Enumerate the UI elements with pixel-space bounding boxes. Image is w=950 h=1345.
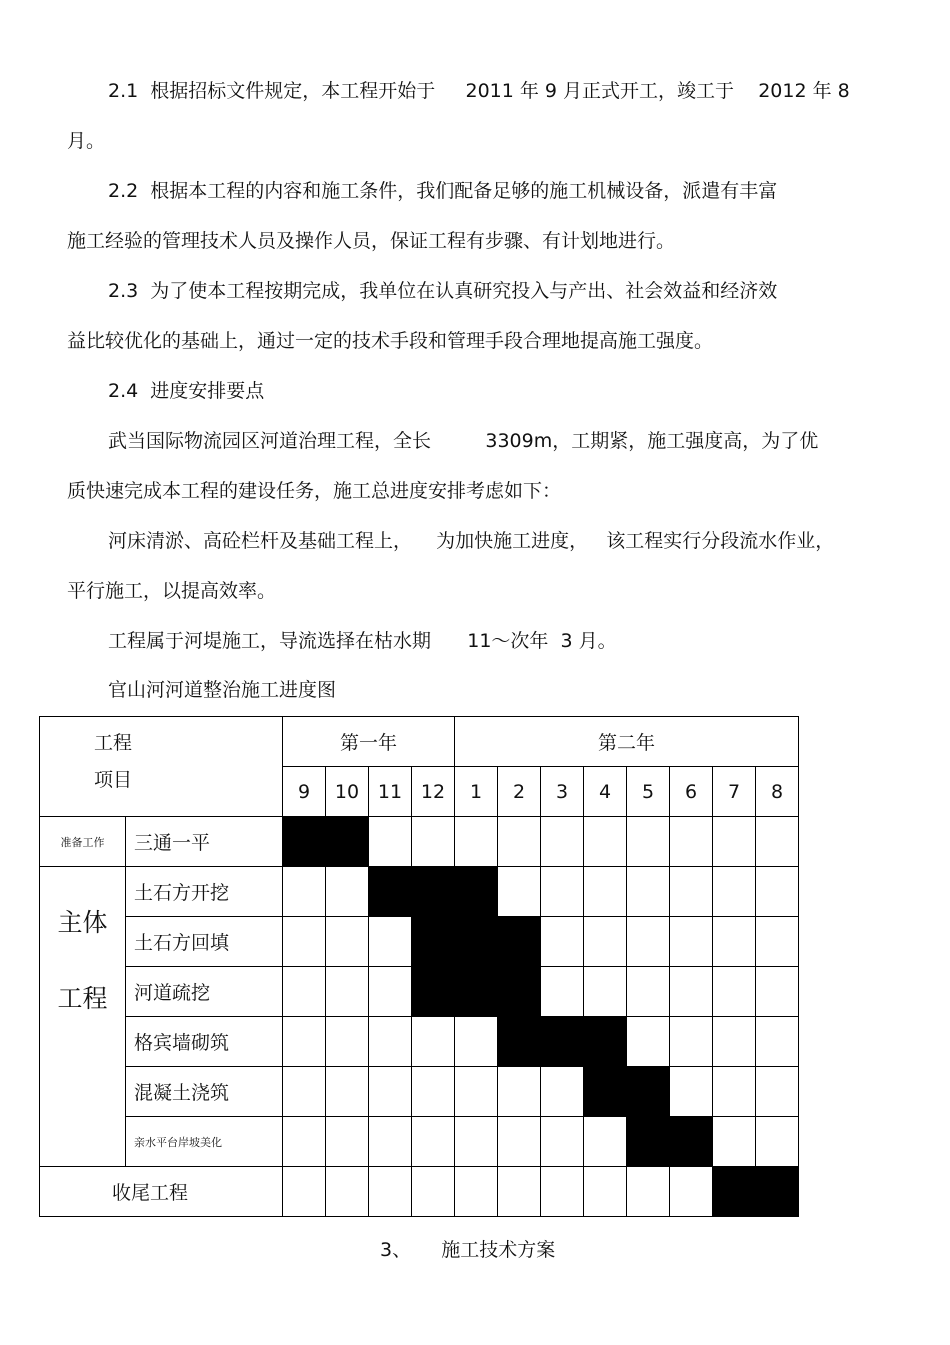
- header-project-label: 工程: [93, 732, 132, 755]
- schedule-cell: [584, 817, 627, 867]
- schedule-caption: 官山河河道整治施工进度图: [108, 679, 337, 701]
- schedule-cell: [584, 1117, 627, 1167]
- schedule-cell: [498, 1067, 541, 1117]
- paragraph-riverbed-line-2: 平行施工，以提高效率。: [67, 580, 277, 602]
- schedule-cell: [369, 867, 412, 917]
- schedule-cell: [713, 1167, 756, 1217]
- schedule-cell: [455, 1117, 498, 1167]
- task-label: 河道疏挖: [126, 967, 283, 1017]
- paragraph-2-3-line-1: 2.3 为了使本工程按期完成，我单位在认真研究投入与产出、社会效益和经济效: [108, 280, 778, 302]
- schedule-cell: [498, 917, 541, 967]
- task-label: 土石方开挖: [126, 867, 283, 917]
- schedule-cell: [498, 1117, 541, 1167]
- schedule-cell: [756, 1017, 799, 1067]
- schedule-cell: [756, 1067, 799, 1117]
- schedule-cell: [412, 967, 455, 1017]
- schedule-cell: [756, 1117, 799, 1167]
- schedule-cell: [369, 967, 412, 1017]
- schedule-cell: [713, 817, 756, 867]
- schedule-cell: [369, 917, 412, 967]
- schedule-cell: [369, 1117, 412, 1167]
- schedule-cell: [541, 867, 584, 917]
- schedule-cell: [670, 1067, 713, 1117]
- schedule-cell: [455, 917, 498, 967]
- schedule-cell: [369, 1167, 412, 1217]
- schedule-cell: [713, 1067, 756, 1117]
- table-row: [40, 1167, 799, 1217]
- header-year-two: 第二年: [455, 717, 799, 767]
- schedule-cell: [412, 1117, 455, 1167]
- task-label: 土石方回填: [126, 917, 283, 967]
- schedule-cell: [670, 967, 713, 1017]
- month-header: 5: [627, 767, 670, 817]
- schedule-cell: [326, 1117, 369, 1167]
- paragraph-2-2-line-1: 2.2 根据本工程的内容和施工条件，我们配备足够的施工机械设备，派遣有丰富: [108, 180, 778, 202]
- header-item-cell: [40, 767, 283, 817]
- paragraph-riverbed-line-1: 河床清淤、高砼栏杆及基础工程上， 为加快施工进度， 该工程实行分段流水作业，: [108, 530, 835, 552]
- schedule-cell: [627, 1067, 670, 1117]
- schedule-cell: [412, 1167, 455, 1217]
- schedule-cell: [541, 1067, 584, 1117]
- table-row: [40, 1017, 799, 1067]
- group-prep-label: 准备工作: [40, 817, 126, 867]
- group-main-line-1: 主体: [57, 908, 108, 937]
- schedule-cell: [541, 917, 584, 967]
- schedule-cell: [756, 1167, 799, 1217]
- schedule-cell: [498, 867, 541, 917]
- schedule-cell: [713, 867, 756, 917]
- schedule-cell: [713, 967, 756, 1017]
- schedule-cell: [541, 817, 584, 867]
- schedule-cell: [369, 1017, 412, 1067]
- task-label: 混凝土浇筑: [126, 1067, 283, 1117]
- schedule-cell: [326, 1167, 369, 1217]
- schedule-cell: [627, 967, 670, 1017]
- schedule-cell: [584, 867, 627, 917]
- schedule-cell: [670, 917, 713, 967]
- schedule-cell: [498, 1017, 541, 1067]
- schedule-cell: [584, 1067, 627, 1117]
- schedule-cell: [283, 1017, 326, 1067]
- month-header: 2: [498, 767, 541, 817]
- schedule-cell: [756, 917, 799, 967]
- schedule-cell: [283, 967, 326, 1017]
- paragraph-2-1-line-2: 月。: [67, 130, 106, 152]
- schedule-cell: [412, 1017, 455, 1067]
- schedule-cell: [584, 1167, 627, 1217]
- paragraph-project-line-1: 武当国际物流园区河道治理工程，全长 3309m，工期紧，施工强度高，为了优: [108, 430, 819, 452]
- month-header: 10: [326, 767, 369, 817]
- month-header: 8: [756, 767, 799, 817]
- schedule-cell: [412, 817, 455, 867]
- schedule-cell: [283, 1067, 326, 1117]
- schedule-cell: [756, 817, 799, 867]
- schedule-cell: [541, 967, 584, 1017]
- paragraph-2-1-line-1: 2.1 根据招标文件规定，本工程开始于 2011 年 9 月正式开工，竣工于 2012 年 8: [108, 80, 850, 102]
- schedule-cell: [326, 1067, 369, 1117]
- paragraph-2-4-heading: 2.4 进度安排要点: [108, 380, 265, 402]
- header-item-label: 项目: [93, 768, 132, 791]
- schedule-cell: [584, 1017, 627, 1067]
- month-header: 4: [584, 767, 627, 817]
- schedule-cell: [541, 1117, 584, 1167]
- schedule-cell: [670, 817, 713, 867]
- schedule-cell: [713, 1017, 756, 1067]
- schedule-cell: [498, 817, 541, 867]
- task-label: 三通一平: [126, 817, 283, 867]
- schedule-cell: [283, 817, 326, 867]
- month-header: 12: [412, 767, 455, 817]
- group-main-label: [40, 867, 126, 1167]
- schedule-cell: [455, 1067, 498, 1117]
- paragraph-diversion: 工程属于河堤施工，导流选择在枯水期 11～次年 3 月。: [108, 630, 617, 652]
- schedule-cell: [326, 917, 369, 967]
- paragraph-2-2-line-2: 施工经验的管理技术人员及操作人员，保证工程有步骤、有计划地进行。: [67, 230, 676, 252]
- month-header: 3: [541, 767, 584, 817]
- schedule-cell: [541, 1167, 584, 1217]
- paragraph-2-3-line-2: 益比较优化的基础上，通过一定的技术手段和管理手段合理地提高施工强度。: [67, 330, 714, 352]
- schedule-cell: [498, 967, 541, 1017]
- schedule-cell: [584, 967, 627, 1017]
- month-header: 6: [670, 767, 713, 817]
- schedule-cell: [670, 867, 713, 917]
- schedule-cell: [584, 917, 627, 967]
- paragraph-project-line-2: 质快速完成本工程的建设任务，施工总进度安排考虑如下：: [67, 480, 562, 502]
- schedule-cell: [627, 1017, 670, 1067]
- schedule-cell: [627, 867, 670, 917]
- task-label: 亲水平台岸坡美化: [126, 1117, 283, 1167]
- schedule-cell: [670, 1117, 713, 1167]
- schedule-cell: [627, 1167, 670, 1217]
- month-header: 9: [283, 767, 326, 817]
- month-header: 7: [713, 767, 756, 817]
- schedule-cell: [326, 967, 369, 1017]
- schedule-cell: [713, 1117, 756, 1167]
- schedule-cell: [756, 967, 799, 1017]
- schedule-cell: [283, 1117, 326, 1167]
- table-row: [40, 867, 799, 917]
- schedule-cell: [627, 817, 670, 867]
- schedule-cell: [326, 1017, 369, 1067]
- schedule-cell: [713, 917, 756, 967]
- schedule-cell: [541, 1017, 584, 1067]
- section-3-title: 3、 施工技术方案: [380, 1239, 556, 1261]
- schedule-cell: [283, 1167, 326, 1217]
- table-row: [40, 817, 799, 867]
- schedule-cell: [326, 867, 369, 917]
- schedule-cell: [627, 917, 670, 967]
- schedule-cell: [627, 1117, 670, 1167]
- schedule-cell: [455, 1167, 498, 1217]
- schedule-cell: [498, 1167, 541, 1217]
- schedule-cell: [326, 817, 369, 867]
- schedule-cell: [283, 917, 326, 967]
- schedule-cell: [455, 967, 498, 1017]
- table-row: [40, 967, 799, 1017]
- schedule-cell: [670, 1017, 713, 1067]
- schedule-cell: [369, 1067, 412, 1117]
- task-label-wrapup: 收尾工程: [40, 1167, 283, 1217]
- month-header: 1: [455, 767, 498, 817]
- schedule-cell: [756, 867, 799, 917]
- month-header: 11: [369, 767, 412, 817]
- schedule-cell: [412, 1067, 455, 1117]
- schedule-cell: [412, 917, 455, 967]
- task-label: 格宾墙砌筑: [126, 1017, 283, 1067]
- table-row: [40, 1067, 799, 1117]
- schedule-cell: [455, 817, 498, 867]
- table-row: [40, 917, 799, 967]
- schedule-cell: [455, 867, 498, 917]
- schedule-cell: [369, 817, 412, 867]
- schedule-cell: [670, 1167, 713, 1217]
- schedule-cell: [283, 867, 326, 917]
- group-main-line-2: 工程: [57, 984, 108, 1013]
- schedule-cell: [455, 1017, 498, 1067]
- header-year-one: 第一年: [283, 717, 455, 767]
- schedule-cell: [412, 867, 455, 917]
- header-project-cell: [40, 717, 283, 767]
- table-row: [40, 1117, 799, 1167]
- construction-schedule-table: [39, 716, 799, 1217]
